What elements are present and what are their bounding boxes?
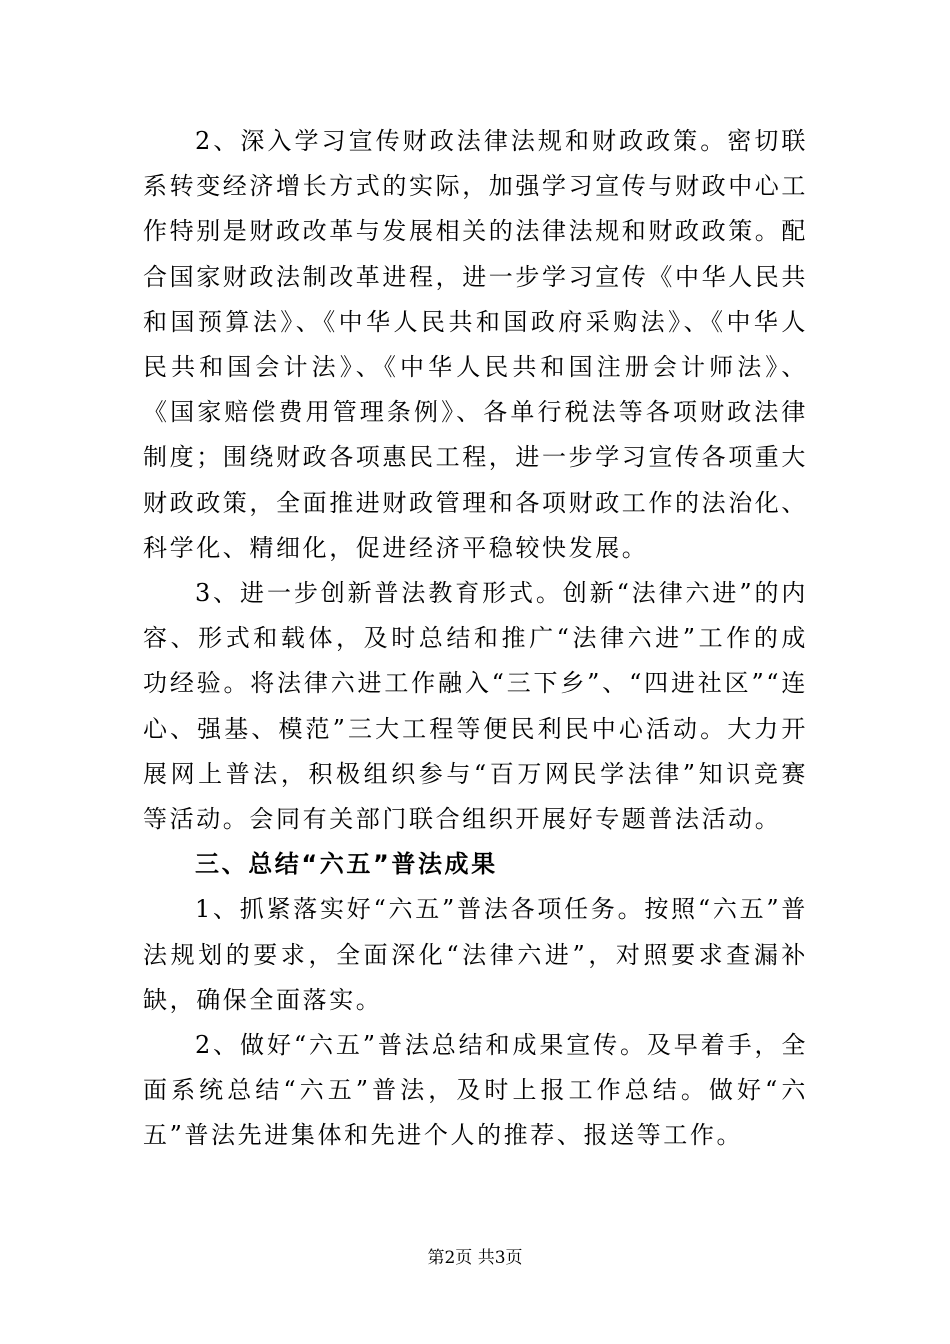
paragraph-innovate-education: 3、进一步创新普法教育形式。创新“法律六进”的内容、形式和载体，及时总结和推广“法律六进”工作的成功经验。将法律六进工作融入“三下乡”、“四进社区”“连心、强基、模范”三大工程等便民利民中心活动。大力开展网上普法，积极组织参与“百万网民学法律”知识竞赛等活动。会同有关部门联合组织开展好专题普法活动。 [143,579,808,834]
section-heading: 三、总结“六五”普法成果 [195,850,498,879]
page-number-footer: 第2页 共3页 [427,1248,523,1268]
paragraph-implement-tasks: 1、抓紧落实好“六五”普法各项任务。按照“六五”普法规划的要求，全面深化“法律六进”，对照要求查漏补缺，确保全面落实。 [143,895,808,1014]
paragraph-study-finance-laws: 2、深入学习宣传财政法律法规和财政政策。密切联系转变经济增长方式的实际，加强学习宣传与财政中心工作特别是财政改革与发展相关的法律法规和财政政策。配合国家财政法制改革进程，进一步学习宣传《中华人民共和国预算法》、《中华人民共和国政府采购法》、《中华人民共和国会计法》、《中华人民共和国注册会计师法》、《国家赔偿费用管理条例》、各单行税法等各项财政法律制度；围绕财政各项惠民工程，进一步学习宣传各项重大财政政策，全面推进财政管理和各项财政工作的法治化、科学化、精细化，促进经济平稳较快发展。 [143,127,808,562]
document-body [143,119,808,1159]
paragraph-summary-publicity: 2、做好“六五”普法总结和成果宣传。及早着手，全面系统总结“六五”普法，及时上报工作总结。做好“六五”普法先进集体和先进个人的推荐、报送等工作。 [143,1031,808,1150]
